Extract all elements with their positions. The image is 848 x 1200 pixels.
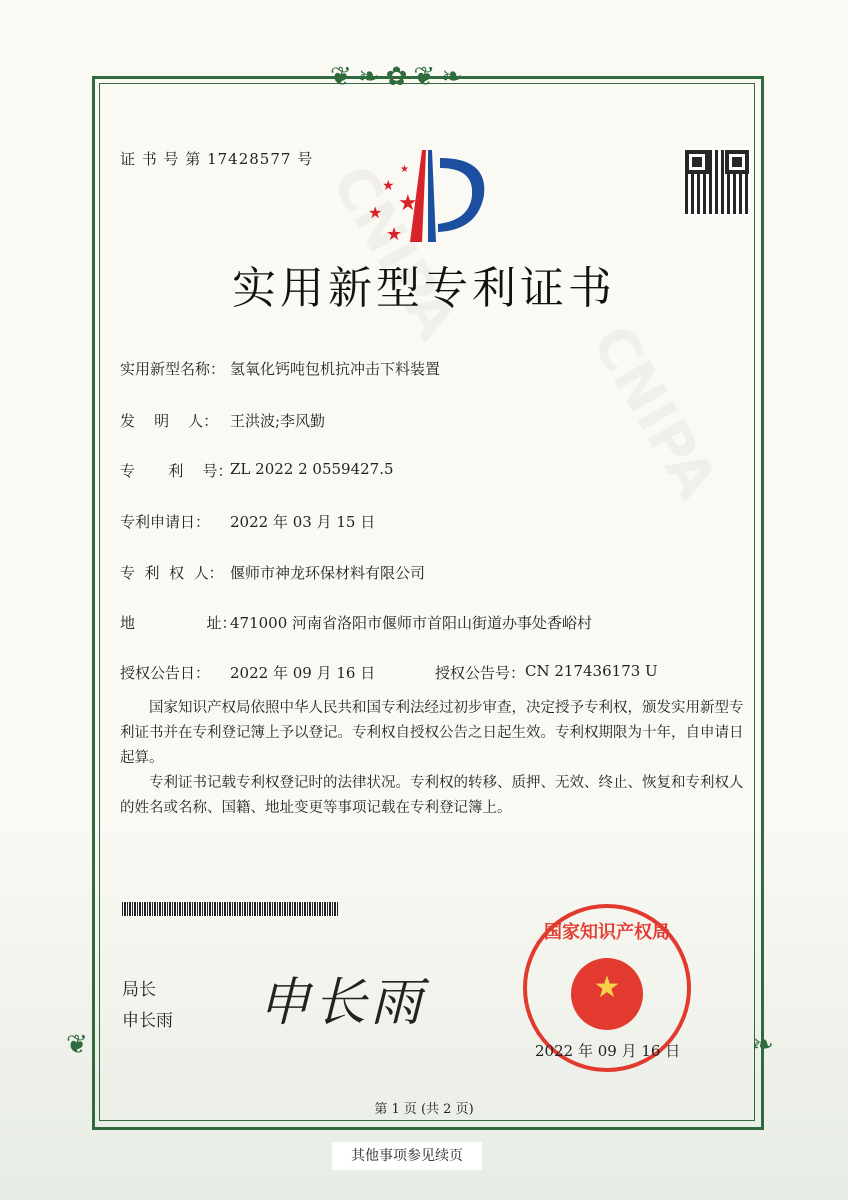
barcode	[122, 902, 338, 916]
svg-text:★: ★	[398, 191, 418, 216]
cnipa-logo	[360, 150, 490, 245]
field-application-date: 专利申请日： 2022 年 03 月 15 日	[120, 513, 376, 531]
director-signature: 申长雨	[258, 973, 427, 1033]
director-title: 局长	[122, 980, 156, 1000]
certificate-number: 证 书 号 第 17428577 号	[120, 150, 314, 168]
statement-paragraph: 国家知识产权局依照中华人民共和国专利法经过初步审查，决定授予专利权，颁发实用新型专利证书并在专利登记簿上予以登记。专利权自授权公告之日起生效。专利权期限为十年，自申请日起算。	[120, 700, 744, 766]
qr-code	[683, 148, 751, 216]
page-number: 第 1 页 (共 2 页)	[374, 1102, 474, 1117]
corner-ornament: ❧	[752, 1030, 774, 1060]
seal-text: 国家知识产权局	[544, 922, 670, 943]
field-inventors: 发 明 人： 王洪波;李风勤	[120, 412, 326, 430]
statement-paragraph: 专利证书记载专利权登记时的法律状况。专利权的转移、质押、无效、终止、恢复和专利权人的姓名或名称、国籍、地址变更等事项记载在专利登记簿上。	[120, 775, 744, 816]
top-ornament: ❦❧✿❦❧	[330, 62, 469, 92]
field-patentee: 专 利 权 人： 偃师市神龙环保材料有限公司	[120, 564, 426, 582]
field-utility-model-name: 实用新型名称： 氢氧化钙吨包机抗冲击下料装置	[120, 360, 441, 378]
svg-text:★: ★	[368, 203, 383, 222]
seal-date: 2022 年 09 月 16 日	[535, 1042, 681, 1060]
svg-text:★: ★	[382, 178, 395, 194]
continued-note: 其他事项参见续页	[332, 1142, 482, 1170]
field-patent-number: 专 利 号： ZL 2022 2 0559427.5	[120, 460, 394, 480]
field-address: 地 址： 471000 河南省洛阳市偃师市首阳山街道办事处香峪村	[120, 614, 593, 632]
page-title: 实用新型专利证书	[232, 263, 616, 314]
director-name: 申长雨	[122, 1011, 173, 1031]
national-emblem-icon: ★	[571, 958, 643, 1030]
corner-ornament: ❦	[66, 1030, 88, 1060]
svg-text:★: ★	[386, 224, 403, 245]
svg-text:★: ★	[400, 164, 409, 175]
field-grant-date: 授权公告日： 2022 年 09 月 16 日 授权公告号： CN 217436173 U	[120, 662, 658, 682]
